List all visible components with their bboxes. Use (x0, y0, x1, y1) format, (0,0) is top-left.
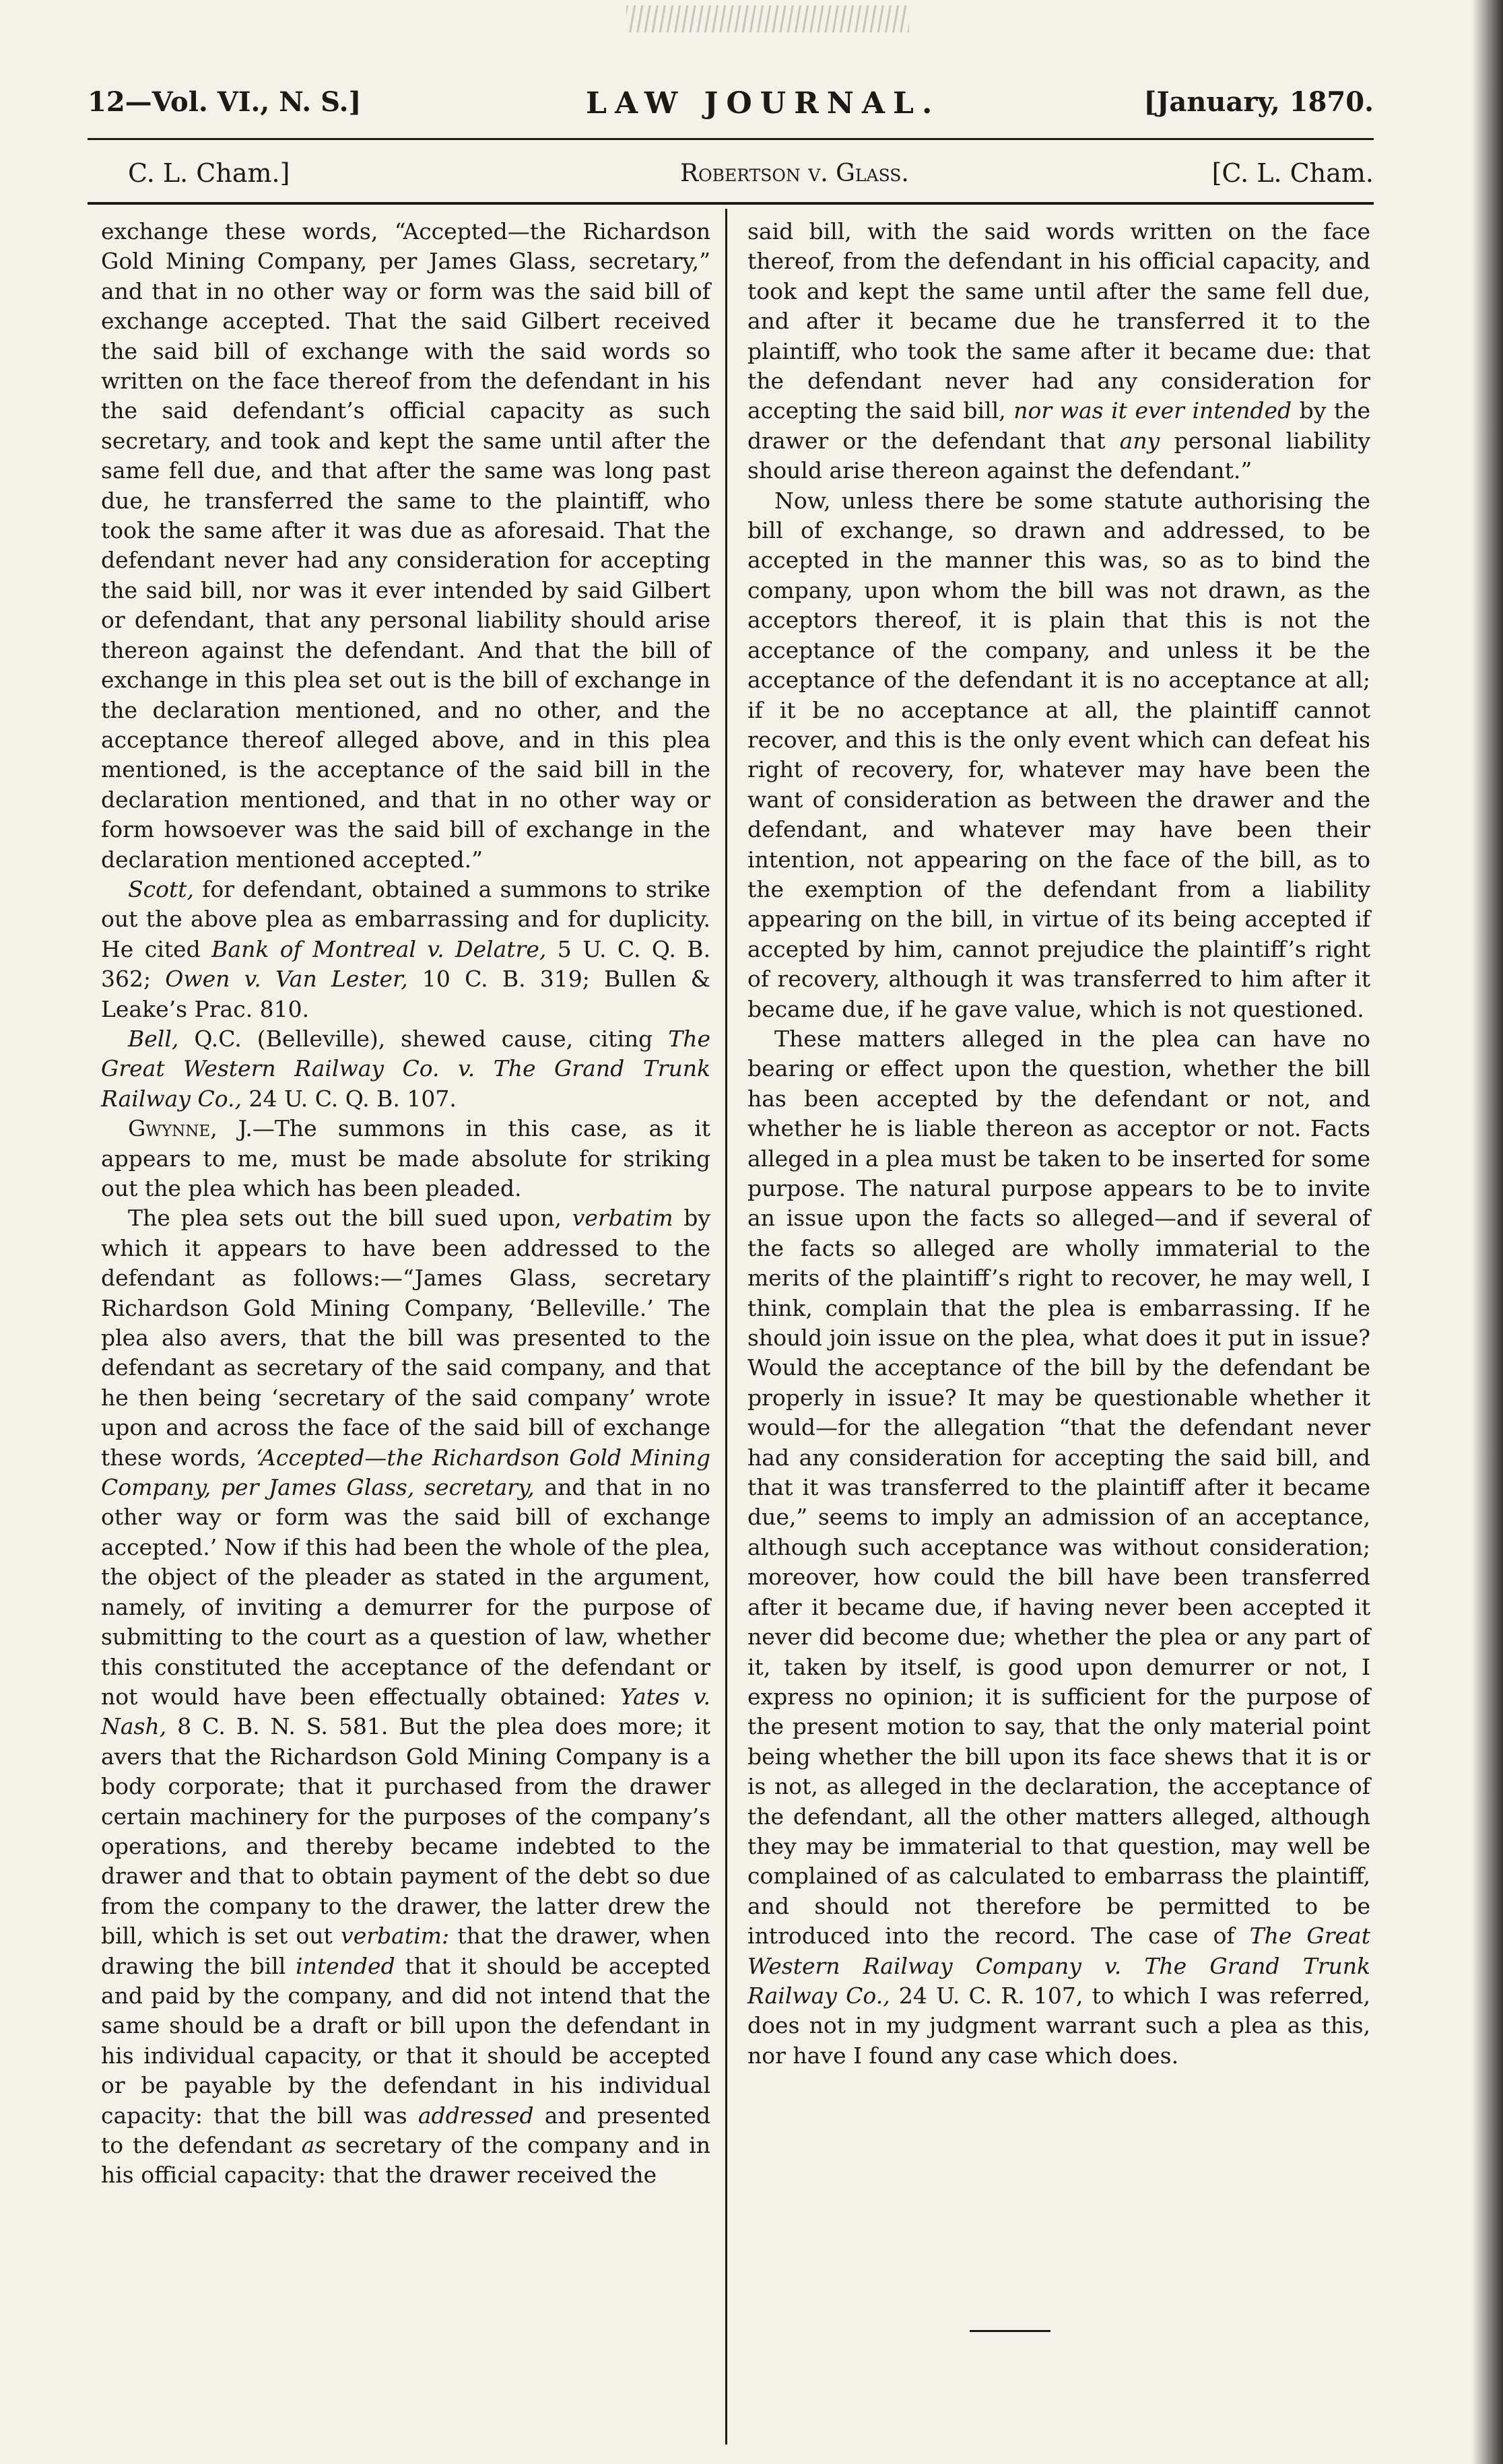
case-header-rule (88, 202, 1374, 205)
journal-title: LAW JOURNAL. (586, 86, 941, 121)
end-rule (970, 2330, 1050, 2332)
counsel-name: Scott, (128, 875, 194, 902)
page-edge-shadow (1472, 0, 1503, 2464)
paragraph: Now, unless there be some statute authorising the bill of exchange, so drawn and addressed, to be accepted in the manner this was, so as to bind the company, upon whom the bill was not drawn, as the acceptors thereof, it is plain that this is not the acceptance of the company, and unless it be the acceptance of the defendant it is no acceptance at all; if it be no acceptance at all, the plaintiff cannot recover, and this is the only event which can defeat his right of recovery, for, whatever may have been the want of consideration as between the drawer and the defendant, and whatever may have been their intention, not appearing on the face of the bill, as to the exemption of the defendant from a liability appearing on the bill, in virtue of its being accepted if accepted by him, cannot prejudice the plaintiff’s right of recovery, although it was transferred to him after it became due, if he gave value, which is not questioned. (747, 487, 1370, 1022)
counsel-name: Bell, (128, 1025, 179, 1052)
paragraph: Gwynne, J.—The summons in this case, as it appears to me, must be made absolute for striking out the plea which has been pleaded. (101, 1115, 710, 1201)
paragraph: said bill, with the said words written on the face thereof, from the defendant in his official capacity, and took and kept the same until after the same fell due, and after it became due he transferred it to the plaintiff, who took the same after it became due: that the defendant never had any consideration for accepting the said bill, nor was it ever intended by the drawer or the defendant that any personal liability should arise thereon against the defendant.” (747, 218, 1371, 484)
paragraph: These matters alleged in the plea can have no bearing or effect upon the question, whether the bill has been accepted by the defendant or not, and whether he is liable thereon as acceptor or not. Facts alleged in a plea must be taken to be inserted for some purpose. The natural purpose appears to be to invite an issue upon the facts so alleged—and if several of the facts so alleged are wholly immaterial to the merits of the plaintiff’s right to recover, he may well, I think, complain that the plea is embarrassing. If he should join issue on the plea, what does it put in issue? Would the acceptance of the bill by the defendant be properly in issue? It may be questionable whether it would—for the allegation “that the defendant never had any consideration for accepting the said bill, and that it was transferred to the plaintiff after it became due,” seems to imply an admission of an acceptance, although such acceptance was without consideration; moreover, how could the bill have been transferred after it became due, if having never been accepted it never did become due; whether the plea or any part of it, taken by itself, is good upon demurrer or not, I express no opinion; it is sufficient for the purpose of the present motion to say, that the only material point being whether the bill upon its face shews that it is or is not, as alleged in the declaration, the acceptance of the defendant, all the other matters alleged, although they may be immaterial to that question, may well be complained of as calculated to embarrass the plaintiff, and should not therefore be permitted to be introduced into the record. The case of The Great Western Railway Company v. The Grand Trunk Railway Co., 24 U. C. R. 107, to which I was referred, does not in my judgment warrant such a plea as this, nor have I found any case which does. (747, 1025, 1370, 2069)
volume-label: 12—Vol. VI., N. S.] (88, 86, 362, 118)
left-column (101, 217, 710, 2191)
running-header (88, 86, 1374, 127)
case-header (88, 158, 1374, 196)
court-label-right: [C. L. Cham. (1211, 158, 1374, 188)
paragraph: Scott, for defendant, obtained a summons to strike out the above plea as embarrassing and for duplicity. He cited Bank of Montreal v. Delatre, 5 U. C. Q. B. 362; Owen v. Van Lester, 10 C. B. 319; Bullen & Leake’s Prac. 810. (101, 875, 710, 1022)
case-title: Robertson v. Glass. (680, 160, 909, 187)
paragraph: The plea sets out the bill sued upon, verbatim by which it appears to have been addressed to the defendant as follows:—“James Glass, secretary Richardson Gold Mining Company, ‘Belleville.’ The plea also avers, that the bill was presented to the defendant as secretary of the said company, and that he then being ‘secretary of the said company’ wrote upon and across the face of the said bill of exchange these words, ‘Accepted—the Richardson Gold Mining Company, per James Glass, secretary, and that in no other way or form was the said bill of exchange accepted.’ Now if this had been the whole of the plea, the object of the pleader as stated in the argument, namely, of inviting a demurrer for the purpose of submitting to the court as a question of law, whether this constituted the acceptance of the defendant or not would have been effectually obtained: Yates v. Nash, 8 C. B. N. S. 581. But the plea does more; it avers that the Richardson Gold Mining Company is a body corporate; that it purchased from the drawer certain machinery for the purposes of the company’s operations, and thereby became indebted to the drawer and that to obtain payment of the debt so due from the company to the drawer, the latter drew the bill, which is set out verbatim: that the drawer, when drawing the bill intended that it should be accepted and paid by the company, and did not intend that the same should be a draft or bill upon the defendant in his individual capacity, or that it should be accepted or be payable by the defendant in his individual capacity: that the bill was addressed and presented to the defendant as secretary of the company and in his official capacity: that the drawer received the (101, 1205, 710, 2189)
header-rule (88, 138, 1374, 140)
paragraph: exchange these words, “Accepted—the Richardson Gold Mining Company, per James Glass, secretary,” and that in no other way or form was the said bill of exchange accepted. That the said Gilbert received the said bill of exchange with the said words so written on the face thereof from the defendant in his the said defendant’s official capacity as such secretary, and took and kept the same until after the same fell due, and that after the same was long past due, he transferred the same to the plaintiff, who took the same after it was due as aforesaid. That the defendant never had any consideration for accepting the said bill, nor was it ever intended by said Gilbert or defendant, that any personal liability should arise thereon against the defendant. And that the bill of exchange in this plea set out is the bill of exchange in the declaration mentioned, and no other, and the acceptance thereof alleged above, and in this plea mentioned, is the acceptance of the said bill in the declaration mentioned, and that in no other way or form howsoever was the said bill of exchange in the declaration mentioned accepted.” (101, 218, 710, 873)
issue-date: [January, 1870. (1143, 86, 1374, 118)
column-divider (725, 209, 727, 2444)
court-label-left: C. L. Cham.] (128, 158, 290, 188)
scan-artifact (626, 5, 909, 32)
paragraph: Bell, Q.C. (Belleville), shewed cause, citing The Great Western Railway Co. v. The Grand Trunk Railway Co., 24 U. C. Q. B. 107. (101, 1025, 710, 1112)
right-column (747, 217, 1370, 2071)
judge-name: Gwynne, J. (128, 1115, 253, 1142)
